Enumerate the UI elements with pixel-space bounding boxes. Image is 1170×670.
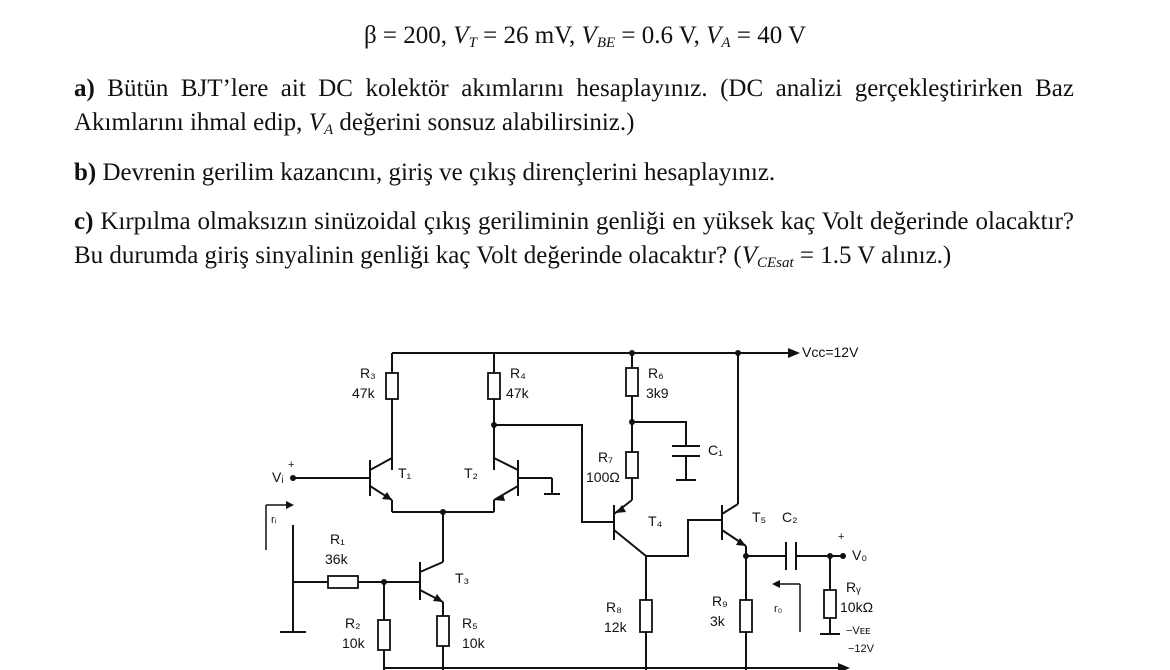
r5-label: R₅ [462,615,478,631]
question-c-label: c) [74,208,94,235]
question-b-label: b) [74,159,97,186]
question-b: b) Devrenin gerilim kazancını, giriş ve çıkış dirençlerini hesaplayınız. [74,159,776,186]
t3-transistor [420,562,449,670]
t5-transistor [722,353,752,670]
r4-value: 47k [506,385,529,401]
r5-value: 10k [462,635,485,651]
t4-transistor [614,500,652,670]
va-symbol: V [706,22,722,49]
ry-label: Rᵧ [846,579,861,595]
t5-label: T₅ [752,509,767,525]
ry-value: 10kΩ [840,599,874,615]
vbe-symbol: V [581,22,597,49]
c1-label: C₁ [708,442,723,458]
t4-label: T₄ [648,513,663,529]
r6-value: 3k9 [646,385,669,401]
vcc-label: Vcc=12V [802,344,859,360]
r1-label: R₁ [330,531,345,547]
r3-resistor [386,353,398,470]
r2-label: R₂ [345,615,361,631]
output-plus: + [838,531,845,543]
r3-label: R₃ [360,365,376,381]
parameter-line: β = 200, $V_T = 26$ mV, $V_{BE} = 0.6$ V, $V_A = 40$ V [363,22,807,51]
question-a-label: a) [74,75,95,102]
r4-label: R₄ [510,365,526,381]
r6-label: R₆ [648,365,664,381]
r1-value: 36k [325,551,348,567]
question-a: a) Bütün BJT’lere ait DC kolektör akımlarını hesaplayınız. (DC analizi gerçekleştirirken Baz Akımlarını ihmal edip, $V_A$ değerini sonsuz alabilirsiniz.) [74,75,1074,138]
vt-value: = 26 mV [476,22,570,49]
c2-label: C₂ [782,509,798,525]
vee-label: −Vᴇᴇ [846,625,871,637]
r8-value: 12k [604,619,627,635]
question-c: c) Kırpılma olmaksızın sinüzoidal çıkış geriliminin genliği en yüksek kaç Volt değerinde olacaktır? Bu durumda giriş sinyalinin genliği kaç Volt değerinde olacaktır? ($V_{CEsat} = 1.5$ V alınız.) [74,208,1074,271]
input-terminal [290,475,370,481]
t1-label: T₁ [398,465,412,481]
r4-resistor [488,353,500,470]
va-value: = 40 V [730,22,807,49]
r8-label: R₈ [606,599,622,615]
r3-value: 47k [352,385,375,401]
t3-label: T₃ [455,570,470,586]
ro-label: r₀ [774,603,783,615]
r7-label: R₇ [598,449,613,465]
ry-resistor [820,556,840,634]
r2-value: 10k [342,635,365,651]
vt-symbol: V [453,22,469,49]
beta-param: β = 200 [363,22,441,49]
t1-transistor [370,458,392,512]
input-plus: + [288,459,295,471]
ri-label: rᵢ [271,514,277,526]
t2-label: T₂ [464,465,478,481]
t2-transistor [494,458,560,512]
vee-value: −12V [848,643,874,655]
vbe-value: = 0.6 V [615,22,694,49]
vi-label: Vᵢ [272,469,284,485]
r9-label: R₉ [712,593,728,609]
vo-label: V₀ [852,547,868,563]
r7-value: 100Ω [586,469,620,485]
vee-rail [384,663,850,670]
r9-value: 3k [710,613,725,629]
